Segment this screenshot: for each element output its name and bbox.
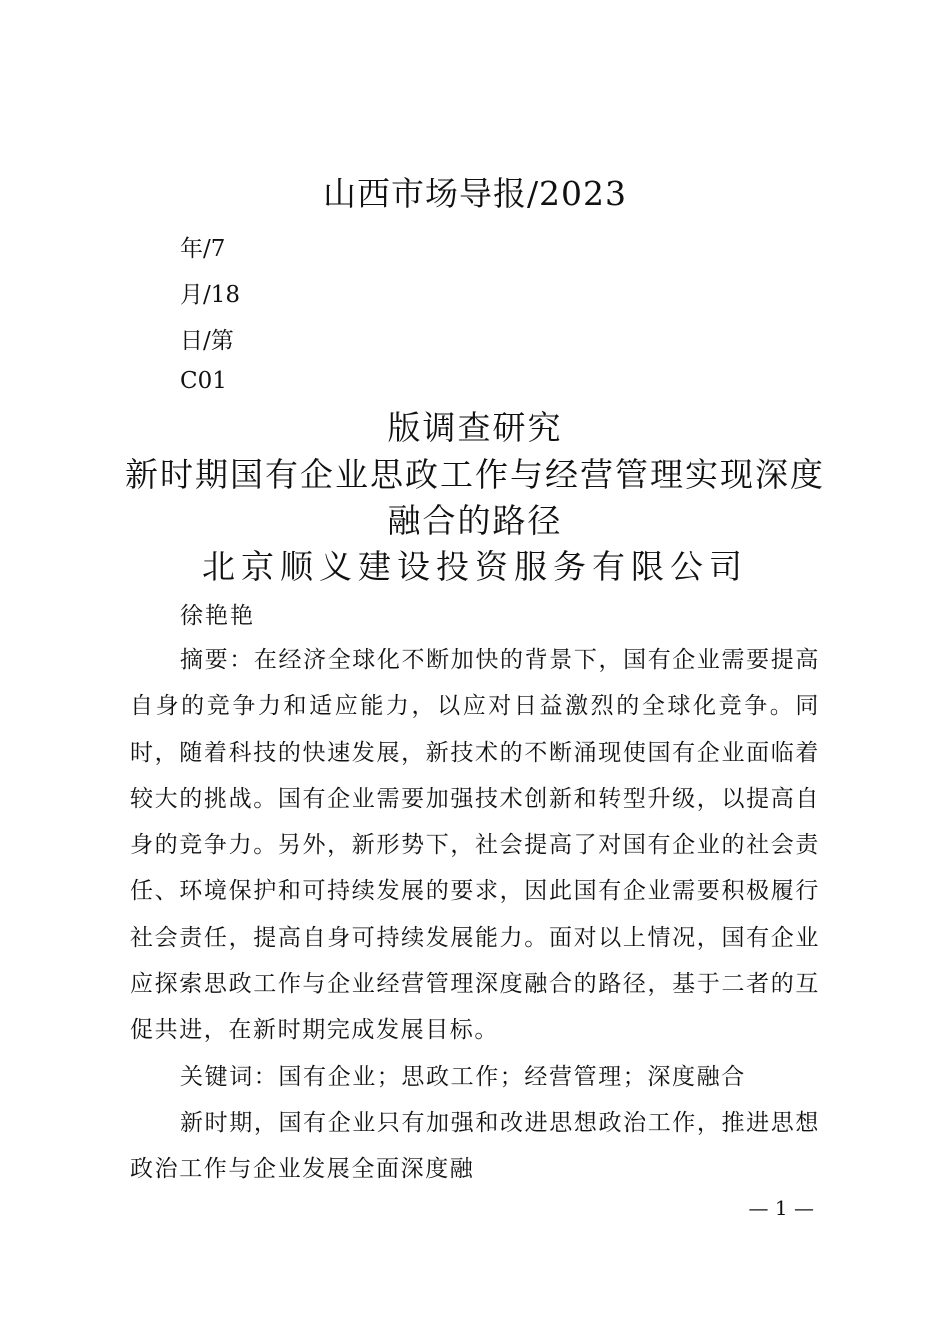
publication-date-month: 月/18	[180, 282, 241, 308]
article-body	[130, 637, 820, 1193]
publication-header: 山西市场导报/2023	[322, 174, 628, 213]
abstract-paragraph: 摘要：在经济全球化不断加快的背景下，国有企业需要提高自身的竞争力和适应能力，以应对日益激烈的全球化竞争。同时，随着科技的快速发展，新技术的不断涌现使国有企业面临着较大的挑战。国有企业需要加强技术创新和转型升级，以提高自身的竞争力。另外，新形势下，社会提高了对国有企业的社会责任、环境保护和可持续发展的要求，因此国有企业需要积极履行社会责任，提高自身可持续发展能力。面对以上情况，国有企业应探索思政工作与企业经营管理深度融合的路径，基于二者的互促共进，在新时期完成发展目标。	[130, 647, 820, 1044]
keywords-paragraph: 关键词：国有企业；思政工作；经营管理；深度融合	[180, 1063, 746, 1090]
publication-date-year: 年/7	[180, 236, 226, 262]
article-title-line1: 新时期国有企业思政工作与经营管理实现深度	[125, 455, 825, 494]
page-number: — 1 —	[748, 1196, 814, 1220]
author-affiliation: 北京顺义建设投资服务有限公司	[202, 547, 748, 586]
publication-page-code: C01	[180, 368, 227, 394]
section-label: 版调查研究	[387, 408, 563, 447]
article-title-line2: 融合的路径	[387, 501, 563, 540]
body-paragraph: 新时期，国有企业只有加强和改进思想政治工作，推进思想政治工作与企业发展全面深度融	[130, 1109, 820, 1183]
author-name: 徐艳艳	[180, 603, 255, 629]
publication-date-day: 日/第	[180, 328, 234, 354]
